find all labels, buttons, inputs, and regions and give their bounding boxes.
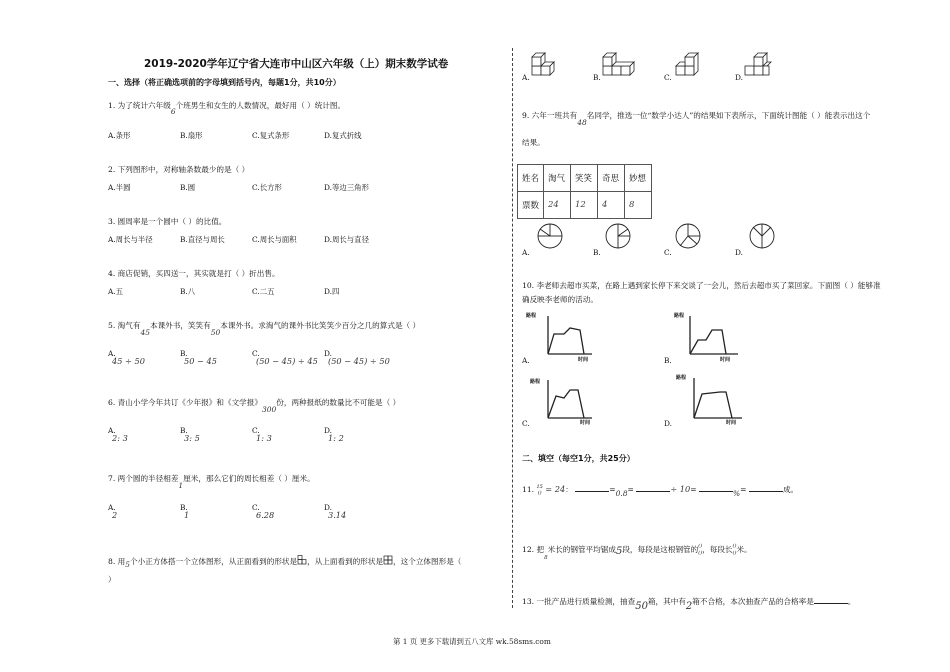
page-footer: 第 1 页 更多下载请到五八文库 wk.58sms.com bbox=[393, 637, 551, 646]
q11-frac-num: 15 bbox=[536, 484, 543, 490]
q9-text-a: 9. 六年一班共有 bbox=[522, 111, 578, 120]
paper-title: 2019-2020学年辽宁省大连市中山区六年级（上）期末数学试卷 bbox=[144, 58, 449, 70]
table-header-cell: 姓名 bbox=[518, 165, 544, 192]
q7-option-b-expr: 1 bbox=[184, 510, 190, 520]
table-row bbox=[518, 165, 652, 192]
q12-f1-den: () bbox=[698, 550, 703, 556]
q12-text-e: 米。 bbox=[736, 545, 752, 554]
q12-f1-num: () bbox=[698, 543, 703, 549]
question-10: 10. 李老师去超市买菜，在路上遇到家长停下来交谈了一会儿，然后去超市买了菜回家。下面图（ ）能够准 bbox=[522, 281, 881, 290]
q5-number-2: 50 bbox=[210, 328, 221, 337]
q8-option-b-label: B. bbox=[593, 73, 601, 82]
q13-number-2: 2 bbox=[685, 601, 693, 612]
pie-chart-c-icon bbox=[674, 222, 702, 250]
graph-d-x-label: 时间 bbox=[726, 420, 737, 426]
q12-text-b: 米长的钢管平均锯成 bbox=[547, 545, 616, 554]
question-2: 2. 下列图形中，对称轴条数最少的是（ ） bbox=[108, 165, 250, 174]
q1-number: 6 bbox=[170, 107, 176, 116]
q5-option-a-label: A. bbox=[108, 349, 116, 358]
q8-text-c: ，从上面看到的形状是 bbox=[307, 557, 384, 566]
q11-frac-den: () bbox=[537, 490, 542, 496]
q11-eq5: = bbox=[740, 485, 747, 494]
q13-number-1: 50 bbox=[635, 601, 648, 612]
q11-blank-3[interactable] bbox=[699, 491, 733, 492]
q6-option-c-label: C. bbox=[252, 426, 260, 435]
column-divider bbox=[512, 48, 513, 608]
question-9 bbox=[522, 110, 871, 127]
top-view-icon bbox=[383, 555, 393, 565]
q3-option-d: D.周长与直径 bbox=[324, 235, 369, 244]
q9-option-d-label: D. bbox=[735, 248, 744, 257]
graph-c-y-label: 路程 bbox=[530, 379, 541, 385]
cube-figure-a-icon bbox=[530, 52, 560, 78]
q9-text-c: 结果。 bbox=[522, 138, 545, 147]
q11-div-10: ÷ 10 bbox=[670, 484, 691, 494]
table-header-cell: 奇思 bbox=[598, 165, 625, 192]
section-1-heading: 一、选择（将正确选项前的字母填到括号内，每题1分，共10分） bbox=[108, 78, 341, 87]
graph-c-x-label: 时间 bbox=[580, 420, 591, 426]
question-1 bbox=[108, 100, 346, 116]
q8-number-1: 5 bbox=[125, 560, 131, 569]
q7-option-d-expr: 3.14 bbox=[328, 510, 347, 520]
q5-option-b-expr: 50 − 45 bbox=[184, 356, 217, 366]
cube-figure-b-icon bbox=[601, 52, 637, 78]
q2-option-a: A.半圆 bbox=[108, 183, 131, 192]
q8-option-d-label: D. bbox=[735, 73, 744, 82]
q7-option-c-expr: 6.28 bbox=[256, 510, 275, 520]
q11-eq2: = bbox=[609, 485, 616, 494]
q2-option-c: C.长方形 bbox=[252, 183, 282, 192]
q2-option-b: B.圆 bbox=[180, 183, 196, 192]
q13-text-d: 。 bbox=[847, 597, 856, 606]
q10-option-a-label: A. bbox=[522, 356, 530, 365]
q9-option-c-label: C. bbox=[664, 248, 672, 257]
q11-blank-1[interactable] bbox=[575, 491, 609, 492]
question-5 bbox=[108, 320, 421, 337]
q7-option-c-label: C. bbox=[252, 503, 260, 512]
question-12 bbox=[522, 543, 752, 561]
q13-text-a: 13. 一批产品进行质量检测，抽查 bbox=[522, 597, 636, 606]
q10-option-b-label: B. bbox=[664, 356, 672, 365]
graph-a-y-label: 路程 bbox=[526, 313, 537, 319]
q5-option-b-label: B. bbox=[180, 349, 188, 358]
q1-text-a: 1. 为了统计六年级 bbox=[108, 101, 171, 110]
graph-a-x-label: 时间 bbox=[578, 357, 589, 363]
q6-text-a: 6. 青山小学今年共订《少年报》和《文学报》 bbox=[108, 398, 262, 407]
graph-b-x-label: 时间 bbox=[720, 357, 731, 363]
cube-figure-d-icon bbox=[743, 50, 775, 78]
q6-number-1: 300 bbox=[261, 405, 277, 414]
q8-text-a: 8. 用 bbox=[108, 557, 126, 566]
q9-text-b: 名同学，推选一位“数学小达人”的结果如下表所示，下面统计图能（ ）能表示出这个 bbox=[586, 111, 871, 120]
q11-eq4: = bbox=[690, 485, 697, 494]
q4-option-b: B.八 bbox=[180, 287, 196, 296]
q7-option-a-expr: 2 bbox=[112, 510, 118, 520]
table-cell: 24 bbox=[544, 192, 571, 219]
q12-number-1: 8 bbox=[544, 555, 548, 561]
q3-option-a: A.周长与半径 bbox=[108, 235, 153, 244]
q5-option-c-expr: (50 − 45) ÷ 45 bbox=[256, 356, 318, 366]
q5-text-c: 本课外书。求淘气的课外书比笑笑少百分之几的算式是（ ） bbox=[220, 321, 421, 330]
q11-eq3: = bbox=[627, 485, 634, 494]
table-cell: 8 bbox=[625, 192, 652, 219]
q9-option-a-label: A. bbox=[522, 248, 530, 257]
q11-0-8: 0.8 bbox=[615, 489, 628, 498]
q6-option-a-label: A. bbox=[108, 426, 116, 435]
q1-option-d: D.复式折线 bbox=[324, 131, 362, 140]
q11-percent: % bbox=[733, 489, 741, 498]
table-cell: 4 bbox=[598, 192, 625, 219]
question-3: 3. 圆周率是一个圆中（ ）的比值。 bbox=[108, 217, 227, 226]
q5-option-c-label: C. bbox=[252, 349, 260, 358]
q11-blank-2[interactable] bbox=[636, 491, 670, 492]
table-header-cell: 淘气 bbox=[544, 165, 571, 192]
vote-table bbox=[517, 164, 652, 219]
q3-option-c: C.周长与面积 bbox=[252, 235, 297, 244]
q5-option-d-expr: (50 − 45) ÷ 50 bbox=[328, 356, 390, 366]
q10-text-b: 确反映李老师的活动。 bbox=[522, 295, 598, 304]
q6-option-b-label: B. bbox=[180, 426, 188, 435]
q1-option-a: A.条形 bbox=[108, 131, 131, 140]
pie-chart-a-icon bbox=[536, 222, 564, 250]
q8-option-a-label: A. bbox=[522, 73, 530, 82]
q11-blank-4[interactable] bbox=[749, 491, 783, 492]
q10-option-c-label: C. bbox=[522, 419, 530, 428]
q6-option-d-label: D. bbox=[324, 426, 333, 435]
section-2-heading: 二、填空（每空1分，共25分） bbox=[522, 454, 635, 463]
q5-text-a: 5. 淘气有 bbox=[108, 321, 141, 330]
pie-chart-d-icon bbox=[748, 222, 776, 250]
q9-number-1: 48 bbox=[577, 118, 587, 127]
q6-option-c-expr: 1: 3 bbox=[256, 433, 272, 443]
q7-option-d-label: D. bbox=[324, 503, 333, 512]
q3-option-b: B.直径与周长 bbox=[180, 235, 225, 244]
q12-text-a: 12. 把 bbox=[522, 545, 545, 554]
q12-text-d: ，每段长 bbox=[702, 545, 733, 554]
q12-number-2: 5 bbox=[615, 546, 623, 557]
q6-option-d-expr: 1: 2 bbox=[328, 433, 344, 443]
table-header-cell: 笑笑 bbox=[571, 165, 598, 192]
q5-number-1: 45 bbox=[140, 328, 150, 337]
q8-close-paren: ） bbox=[108, 575, 116, 584]
q4-option-a: A.五 bbox=[108, 287, 124, 296]
q7-option-b-label: B. bbox=[180, 503, 188, 512]
q7-option-a-label: A. bbox=[108, 503, 116, 512]
table-row bbox=[518, 192, 652, 219]
q11-tail: 成。 bbox=[782, 485, 799, 494]
question-4: 4. 商店促销，买四送一，其实就是打（ ）折出售。 bbox=[108, 269, 280, 278]
q11-fraction bbox=[537, 484, 543, 496]
q11-colon: ： bbox=[565, 485, 573, 494]
q8-option-c-label: C. bbox=[664, 73, 672, 82]
graph-d-y-label: 路程 bbox=[676, 375, 687, 381]
q8-text-b: 个小正方体搭一个立体图形，从正面看到的形状是 bbox=[130, 557, 298, 566]
q1-text-b: 个班男生和女生的人数情况，最好用（ ）统计图。 bbox=[175, 101, 346, 110]
q5-text-b: 本课外书，笑笑有 bbox=[150, 321, 211, 330]
q10-option-d-label: D. bbox=[664, 419, 673, 428]
q9-option-b-label: B. bbox=[593, 248, 601, 257]
question-13 bbox=[522, 596, 856, 612]
question-11 bbox=[522, 484, 798, 496]
q6-text-b: 份，两种报纸的数量比不可能是（ ） bbox=[276, 398, 401, 407]
q6-option-b-expr: 3: 5 bbox=[184, 433, 200, 443]
cube-figure-c-icon bbox=[672, 50, 704, 78]
q4-option-d: D.四 bbox=[324, 287, 340, 296]
q11-text-a: 11. bbox=[522, 485, 535, 494]
q2-option-d: D.等边三角形 bbox=[324, 183, 369, 192]
question-7 bbox=[108, 473, 315, 490]
q7-text-a: 7. 两个圆的半径相差 bbox=[108, 474, 179, 483]
q12-text-c: 段，每段是这根钢管的 bbox=[622, 545, 699, 554]
table-row-label: 票数 bbox=[518, 192, 544, 219]
q5-option-a-expr: 45 ÷ 50 bbox=[112, 356, 145, 366]
front-view-icon bbox=[297, 555, 307, 565]
q7-text-b: 厘米，那么它们的周长相差（ ）厘米。 bbox=[183, 474, 315, 483]
q13-text-b: 箱，其中有 bbox=[647, 597, 686, 606]
q6-option-a-expr: 2: 3 bbox=[112, 433, 128, 443]
pie-chart-b-icon bbox=[604, 222, 632, 250]
table-header-cell: 妙想 bbox=[625, 165, 652, 192]
q1-option-c: C.复式条形 bbox=[252, 131, 290, 140]
q13-text-c: 箱不合格，本次抽查产品的合格率是 bbox=[692, 597, 814, 606]
q1-option-b: B.扇形 bbox=[180, 131, 203, 140]
q11-eq: = 24 bbox=[545, 484, 566, 494]
q4-option-c: C.二五 bbox=[252, 287, 275, 296]
question-6 bbox=[108, 397, 401, 414]
q5-option-d-label: D. bbox=[324, 349, 333, 358]
table-cell: 12 bbox=[571, 192, 598, 219]
q13-blank[interactable] bbox=[814, 603, 848, 604]
graph-b-y-label: 路程 bbox=[674, 313, 685, 319]
question-8 bbox=[108, 555, 461, 567]
q12-f2-num: () bbox=[732, 543, 737, 549]
q8-text-d: ，这个立体图形是（ bbox=[393, 557, 462, 566]
q7-number-1: 1 bbox=[178, 481, 184, 490]
q12-f2-den: () bbox=[732, 550, 737, 556]
